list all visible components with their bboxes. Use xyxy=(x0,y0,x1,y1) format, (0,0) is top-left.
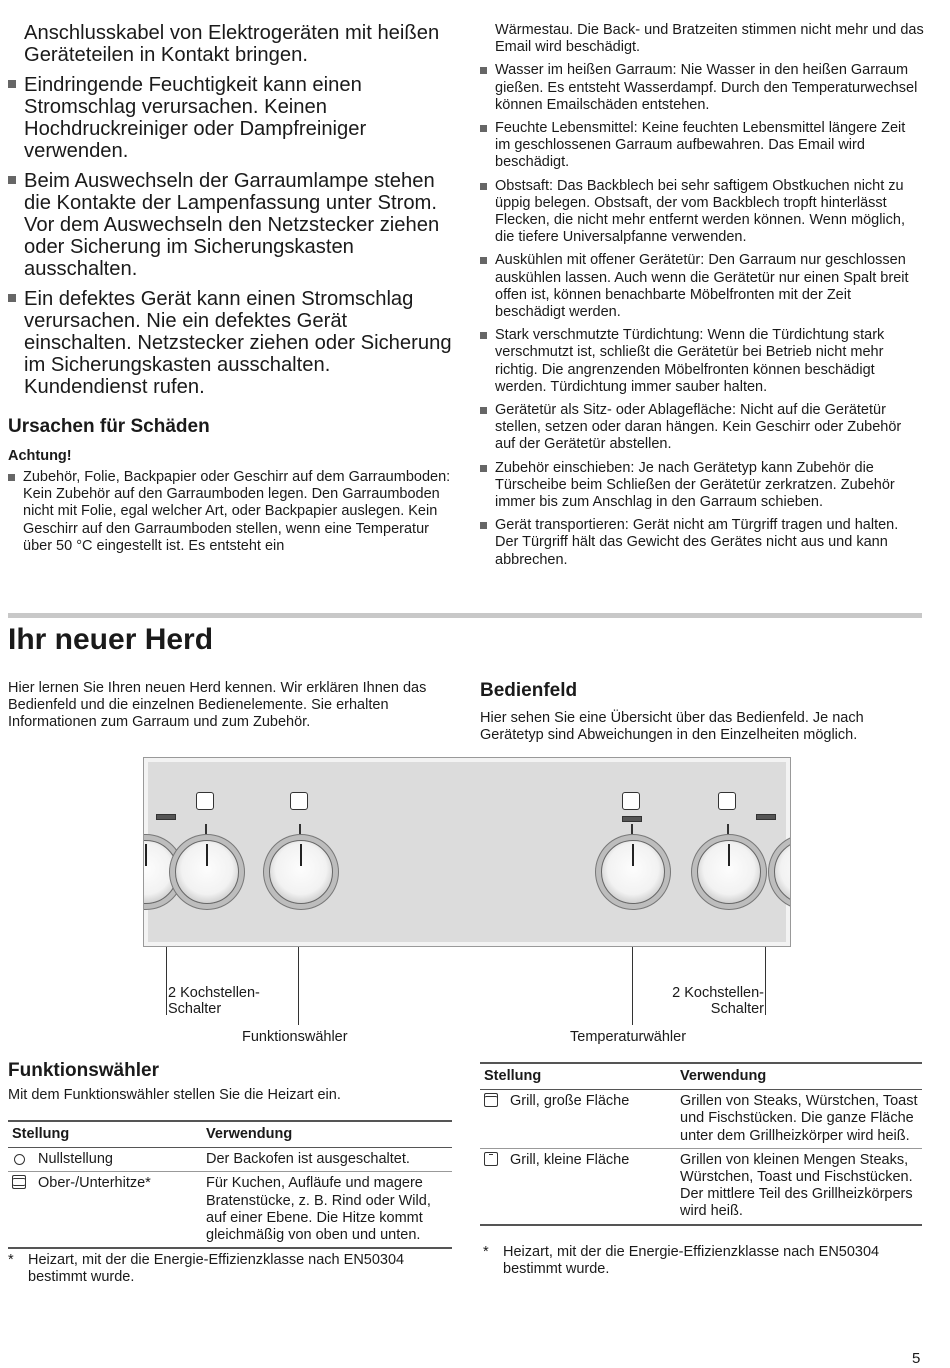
page-number: 5 xyxy=(912,1350,921,1367)
verwendung-cell: Grillen von kleinen Mengen Steaks, Würstchen, Toast und Fischstücken. Der mittlere Teil des Grillheizkörpers wird heiß. xyxy=(680,1151,913,1220)
damage-item: Zubehör einschieben: Je nach Gerätetyp kann Zubehör die Türscheibe beim Schließen der Gerätetür zerkratzen. Zubehör immer bis zum Anschlag in den Garraum schieben. xyxy=(480,460,924,512)
verwendung-cell: Grillen von Steaks, Würstchen, Toast und Fischstücken. Die ganze Fläche unter dem Grillheizkörper wird heiß. xyxy=(680,1093,918,1144)
grill-table xyxy=(480,1062,922,1226)
damage-item: Gerät transportieren: Gerät nicht am Türgriff tragen und halten. Der Türgriff hält das Gewicht des Gerätes nicht aus und kann abbrechen. xyxy=(480,517,924,569)
col-stellung: Stellung xyxy=(12,1126,70,1142)
function-selector-knob xyxy=(269,840,333,904)
footnote: * Heizart, mit der die Energie-Effizienzklasse nach EN50304 bestimmt wurde. xyxy=(483,1244,880,1278)
leader-line xyxy=(632,947,633,1025)
grill-large-icon xyxy=(484,1093,498,1107)
damage-item: Obstsaft: Das Backblech bei sehr saftigem Obstkuchen nicht zu üppig belegen. Obstsaft, der vom Backblech tropft hinterlässt Flecken, die nicht mehr entfernt werden können. Wenn möglich, die tiefere Universalpfanne verwenden. xyxy=(480,178,924,247)
table-row xyxy=(8,1172,452,1248)
indicator-lamp xyxy=(756,814,776,820)
section-divider xyxy=(8,613,922,618)
indicator-lamp xyxy=(622,816,642,822)
safety-intro: Anschlusskabel von Elektrogeräten mit heißen Geräteteilen in Kontakt bringen. xyxy=(24,22,440,66)
funktionswaehler-title: Funktionswähler xyxy=(8,1060,159,1081)
col-verwendung: Verwendung xyxy=(680,1068,767,1084)
funktionswaehler-text: Mit dem Funktionswähler stellen Sie die Heizart ein. xyxy=(8,1087,341,1103)
safety-item: Eindringende Feuchtigkeit kann einen Stromschlag verursachen. Keinen Hochdruckreiniger oder Dampfreiniger verwenden. xyxy=(8,74,453,162)
footnote-mark: * xyxy=(8,1252,14,1268)
verwendung-cell: Für Kuchen, Aufläufe und magere Bratenstücke, z. B. Rind oder Wild, auf einer Ebene. Die Hitze kommt gleichmäßig von oben und unten. xyxy=(206,1175,431,1244)
leader-line xyxy=(166,947,167,1015)
safety-list xyxy=(8,74,453,398)
leader-line xyxy=(298,947,299,1025)
stellung-cell: Grill, kleine Fläche xyxy=(510,1151,630,1168)
damage-item: Wasser im heißen Garraum: Nie Wasser in den heißen Garraum gießen. Es entsteht Wasserdampf. Durch den Temperaturwechsel können Emailschäden entstehen. xyxy=(480,62,924,114)
damage-section xyxy=(8,416,458,561)
warning-label: Achtung! xyxy=(8,448,72,464)
bedienfeld-text: Hier sehen Sie eine Übersicht über das Bedienfeld. Je nach Gerätetyp sind Abweichungen in den Einzelheiten möglich. xyxy=(480,710,864,744)
hob-knob xyxy=(175,840,239,904)
temperature-selector-knob xyxy=(601,840,665,904)
function-symbol-icon xyxy=(290,792,308,810)
damage-list-left xyxy=(8,469,458,555)
col-verwendung: Verwendung xyxy=(206,1126,293,1142)
indicator-lamp xyxy=(156,814,176,820)
stellung-cell: Ober-/Unterhitze* xyxy=(38,1175,151,1192)
safety-item: Beim Auswechseln der Garraumlampe stehen die Kontakte der Lampenfassung unter Strom. Vor dem Auswechseln den Netzstecker ziehen oder Sicherung im Sicherungskasten ausschalten. xyxy=(8,170,453,280)
damage-list-right xyxy=(480,62,924,568)
label-funktionswaehler: Funktionswähler xyxy=(242,1029,348,1045)
zero-circle-icon xyxy=(14,1154,25,1165)
table-row xyxy=(480,1090,922,1149)
function-table xyxy=(8,1120,452,1249)
safety-notes xyxy=(8,22,453,406)
bedienfeld-title: Bedienfeld xyxy=(480,680,578,701)
damage-continuation: Wärmestau. Die Back- und Bratzeiten stimmen nicht mehr und das Email wird beschädigt. xyxy=(495,22,924,56)
hob-symbol-icon xyxy=(196,792,214,810)
safety-item: Ein defektes Gerät kann einen Stromschlag verursachen. Nie ein defektes Gerät einschalten. Netzstecker ziehen oder Sicherung im Sicherungskasten ausschalten. Kundendienst rufen. xyxy=(8,288,453,398)
top-bottom-heat-icon xyxy=(12,1175,26,1189)
label-kochstellen-right: 2 Kochstellen- Schalter xyxy=(672,985,764,1017)
intro-text: Hier lernen Sie Ihren neuen Herd kennen. Wir erklären Ihnen das Bedienfeld und die einzelnen Bedienelemente. Sie erhalten Informationen zum Garraum und zum Zubehör. xyxy=(8,680,427,731)
verwendung-cell: Der Backofen ist ausgeschaltet. xyxy=(206,1151,410,1168)
damage-item: Auskühlen mit offener Gerätetür: Den Garraum nur geschlossen auskühlen lassen. Auch wenn die Gerätetür nur einen Spalt breit offen ist, können benachbarte Möbelfronten mit der Zeit beschädigt werden. xyxy=(480,252,924,321)
section-title: Ihr neuer Herd xyxy=(8,623,214,656)
label-kochstellen-left: 2 Kochstellen- Schalter xyxy=(168,985,260,1017)
thermometer-icon xyxy=(622,792,640,810)
damage-title: Ursachen für Schäden xyxy=(8,416,210,437)
damage-item: Stark verschmutzte Türdichtung: Wenn die Türdichtung stark verschmutzt ist, schließt die Gerätetür bei Betrieb nicht mehr richtig. Die angrenzenden Möbelfronten können beschädigt werden. Türdichtung immer sauber halten. xyxy=(480,327,924,396)
damage-item: Feuchte Lebensmittel: Keine feuchten Lebensmittel längere Zeit im geschlossenen Garraum aufbewahren. Das Email wird beschädigt. xyxy=(480,120,924,172)
grill-small-icon xyxy=(484,1152,498,1166)
table-row xyxy=(480,1148,922,1224)
damage-item: Zubehör, Folie, Backpapier oder Geschirr auf dem Garraumboden: Kein Zubehör auf den Garraumboden legen. Den Garraumboden nicht mit Folie, egal welcher Art, oder Backpapier auslegen. Kein Geschirr auf den Garraumboden stellen, wenn eine Temperatur über 50 °C eingestellt ist. Es entsteht ein xyxy=(8,469,458,555)
col-stellung: Stellung xyxy=(484,1068,542,1084)
stellung-cell: Grill, große Fläche xyxy=(510,1093,630,1110)
table-row xyxy=(8,1148,452,1172)
damage-item: Gerätetür als Sitz- oder Ablagefläche: Nicht auf die Gerätetür stellen, setzen oder daran hängen. Kein Geschirr oder Zubehör auf der Gerätetür abstellen. xyxy=(480,402,924,454)
label-temperaturwaehler: Temperaturwähler xyxy=(570,1029,687,1045)
footnote: * Heizart, mit der die Energie-Effizienzklasse nach EN50304 bestimmt wurde. xyxy=(8,1252,405,1286)
stellung-cell: Nullstellung xyxy=(38,1151,113,1168)
leader-line xyxy=(765,947,766,1015)
footnote-mark: * xyxy=(483,1244,489,1260)
damage-right-column xyxy=(480,22,924,575)
control-panel-illustration xyxy=(143,757,791,947)
hob-knob xyxy=(697,840,761,904)
hob-symbol-icon xyxy=(718,792,736,810)
